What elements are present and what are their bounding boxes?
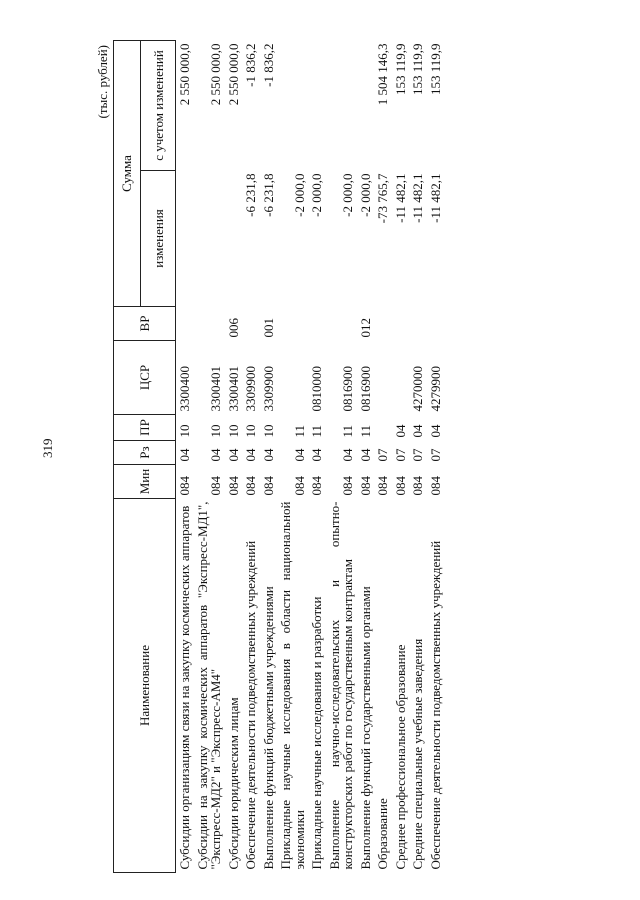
cell-rz: 07 [427,448,443,462]
cell-vr [427,307,445,341]
table-row [242,41,260,873]
cell-vr: 006 [225,318,241,338]
cell-min: 084 [177,476,192,496]
budget-table [113,40,444,873]
cell-total [357,41,375,171]
cell-csr [277,341,308,415]
cell-min: 084 [243,476,258,496]
cell-total: 2 550 000,0 [225,43,241,106]
cell-min: 084 [357,476,373,496]
cell-rz: 04 [225,448,241,462]
cell-change: -2 000,0 [340,173,355,217]
cell-vr [392,307,410,341]
cell-rz: 04 [340,448,355,462]
cell-total [326,41,357,171]
cell-change: -6 231,8 [243,173,258,217]
cell-pr: 04 [392,424,408,438]
table-row [374,41,392,873]
cell-min: 084 [260,476,276,496]
cell-rz: 04 [177,448,192,462]
header-total: с учетом изменений [141,41,176,171]
header-rz: Рз [114,441,176,465]
cell-total: 1 504 146,3 [375,43,390,106]
cell-total: 2 550 000,0 [177,43,192,106]
cell-change [225,171,243,307]
cell-name: Образование [375,798,390,870]
cell-pr: 10 [225,424,241,438]
cell-min: 084 [410,476,425,496]
cell-min: 084 [427,476,443,496]
table-row [308,41,326,873]
cell-change: -11 482,1 [410,173,425,223]
cell-change [194,171,225,307]
cell-csr: 0816900 [340,366,355,412]
cell-pr: 11 [340,424,355,438]
cell-name: Субсидии на закупку космических аппаратов "Экспресс-МД1", "Экспресс-МД2" и "Экспресс-АМ4" [194,501,223,870]
cell-vr: 012 [357,318,373,338]
cell-name: Прикладные научные исследования в области национальной экономики [278,501,307,870]
cell-csr: 4279900 [427,366,443,412]
table-row [277,41,308,873]
cell-csr [392,341,410,415]
cell-name: Выполнение функций государственными органами [357,586,373,870]
rotated-table-area [95,41,573,873]
cell-pr: 11 [291,424,307,438]
cell-csr: 3300401 [225,366,241,412]
table-row [225,41,243,873]
cell-pr: 11 [309,424,324,438]
cell-rz: 04 [357,448,373,462]
cell-pr: 11 [357,424,373,438]
cell-total [308,41,326,171]
cell-total: 153 119,9 [427,43,443,96]
cell-name: Субсидии организациям связи на закупку космических аппаратов [177,505,192,870]
cell-vr [277,307,308,341]
table-row [392,41,410,873]
header-change: изменения [141,171,176,307]
table-row [260,41,278,873]
cell-vr: 001 [260,318,276,338]
cell-name: Выполнение научно-исследовательских и опытно-конструкторских работ по государственным контрактам [326,501,355,870]
cell-rz: 04 [260,448,276,462]
cell-csr: 4270000 [410,366,425,412]
cell-pr: 10 [243,424,258,438]
cell-pr: 10 [208,424,223,438]
cell-total: 2 550 000,0 [208,43,223,106]
cell-pr: 10 [177,424,192,438]
cell-name: Среднее профессиональное образование [392,644,408,870]
cell-change: -11 482,1 [427,173,443,223]
header-pr: ПР [114,415,176,441]
cell-min: 084 [340,476,355,496]
cell-name: Средние специальные учебные заведения [410,638,425,870]
cell-pr: 04 [410,424,425,438]
cell-name: Выполнение функций бюджетными учреждениями [260,586,276,870]
cell-change: -2 000,0 [309,173,324,217]
cell-rz: 04 [309,448,324,462]
cell-vr [242,307,260,341]
cell-min: 084 [392,476,408,496]
cell-rz: 04 [291,448,307,462]
table-row [357,41,375,873]
cell-min: 084 [375,476,390,496]
cell-vr [374,307,392,341]
cell-csr: 3309900 [260,366,276,412]
cell-total: 153 119,9 [392,43,408,96]
cell-rz: 04 [208,448,223,462]
cell-vr [176,307,194,341]
cell-change: -11 482,1 [392,173,408,223]
cell-vr [308,307,326,341]
units-label: (тыс. рублей) [95,45,110,119]
header-sum: Сумма [114,41,141,307]
cell-csr: 0816900 [357,366,373,412]
cell-rz: 07 [392,448,408,462]
cell-vr [194,307,225,341]
cell-name: Обеспечение деятельности подведомственных учреждений [243,540,258,870]
header-min: Мин [114,465,176,499]
table-row [409,41,427,873]
table-row [427,41,445,873]
cell-csr: 3300400 [177,366,192,412]
cell-vr [326,307,357,341]
cell-csr: 0810000 [309,366,324,412]
cell-min: 084 [291,476,307,496]
header-name: Наименование [114,499,176,873]
cell-min: 084 [208,476,223,496]
cell-min: 084 [225,476,241,496]
cell-rz: 04 [243,448,258,462]
cell-min: 084 [309,476,324,496]
header-vr: ВР [114,307,176,341]
table-body [176,41,445,873]
cell-change: -2 000,0 [357,173,373,217]
cell-csr: 3300401 [208,366,223,412]
cell-vr [409,307,427,341]
table-row [194,41,225,873]
cell-pr: 10 [260,424,276,438]
page-number: 319 [40,438,55,458]
cell-total: -1 836,2 [260,43,276,87]
cell-change: -2 000,0 [291,173,307,217]
cell-csr [374,341,392,415]
cell-change [176,171,194,307]
cell-total: -1 836,2 [243,43,258,87]
cell-total [277,41,308,171]
table-header [114,41,176,873]
cell-change: -6 231,8 [260,173,276,217]
cell-name: Прикладные научные исследования и разработки [309,596,324,870]
cell-total: 153 119,9 [410,43,425,96]
cell-name: Субсидии юридическим лицам [225,697,241,870]
cell-change: -73 765,7 [375,173,390,224]
table-row [176,41,194,873]
cell-pr: 04 [427,424,443,438]
cell-rz: 07 [410,448,425,462]
cell-name: Обеспечение деятельности подведомственных учреждений [427,540,443,870]
header-csr: ЦСР [114,341,176,415]
cell-rz: 07 [375,448,390,462]
table-row [326,41,357,873]
cell-csr: 3309900 [243,366,258,412]
cell-pr [374,415,392,441]
